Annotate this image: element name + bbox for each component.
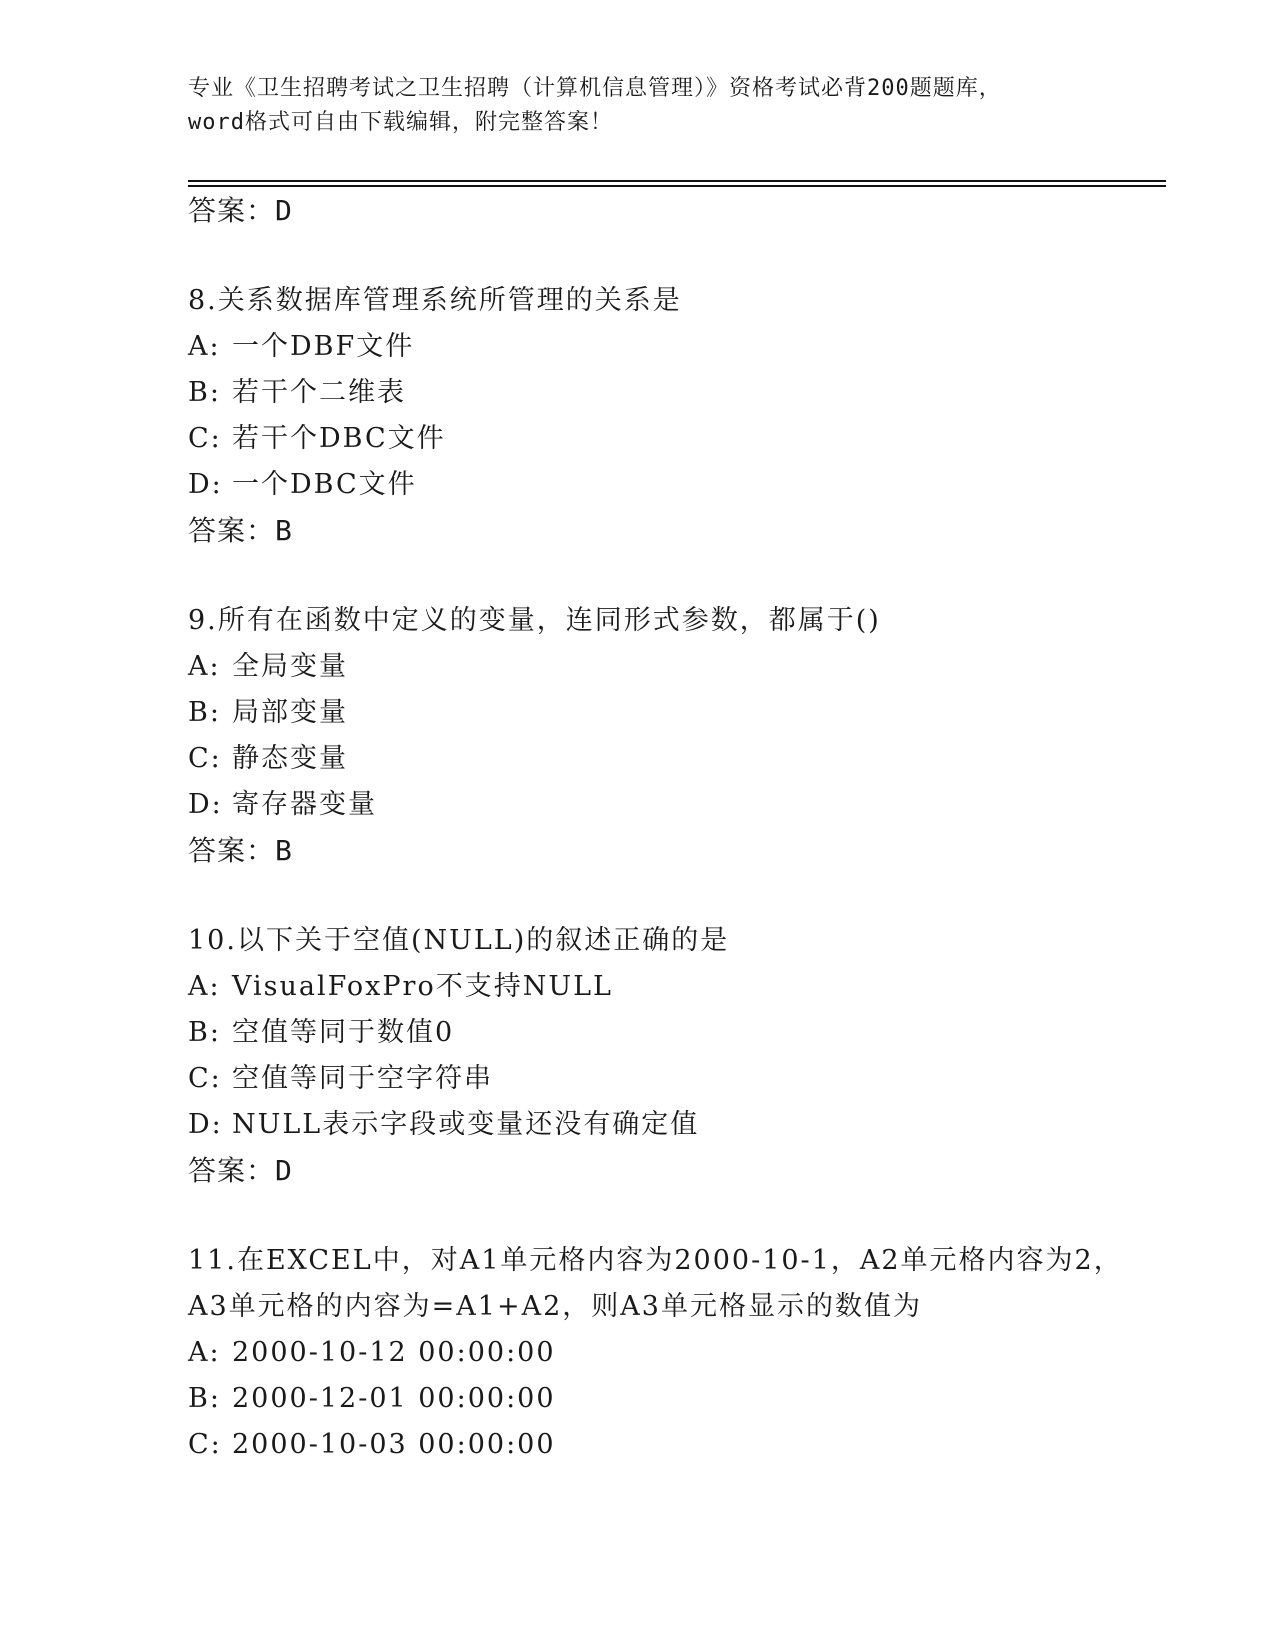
option-key: A:: [188, 651, 221, 682]
option-text: 若干个二维表: [232, 377, 406, 408]
answer-line: 答案：D: [188, 1154, 293, 1187]
option-text: 2000-10-12 00:00:00: [232, 1337, 556, 1368]
option-key: D:: [188, 469, 223, 500]
option-text: 一个DBC文件: [232, 469, 417, 500]
option-key: D:: [188, 1109, 223, 1140]
option-b: [188, 1376, 1148, 1422]
option-text: VisualFoxPro不支持NULL: [232, 971, 613, 1002]
option-key: A:: [188, 1337, 221, 1368]
header-line-2: word格式可自由下载编辑，附完整答案！: [188, 110, 613, 135]
answer-line: 答案：D: [188, 194, 293, 227]
option-d: [188, 1102, 1148, 1148]
question-stem: 10.以下关于空值(NULL)的叙述正确的是: [188, 925, 730, 956]
option-key: A:: [188, 331, 221, 362]
option-text: 全局变量: [232, 651, 348, 682]
header-divider-top: [188, 180, 1166, 182]
question-item: [188, 1238, 1148, 1468]
option-key: C:: [188, 1429, 222, 1460]
option-key: C:: [188, 1063, 222, 1094]
answer-line: 答案：B: [188, 514, 293, 547]
option-text: 2000-12-01 00:00:00: [232, 1383, 556, 1414]
document-header: [188, 72, 1088, 140]
option-text: 空值等同于数值0: [232, 1017, 455, 1048]
option-a: [188, 324, 1148, 370]
option-key: B:: [188, 377, 221, 408]
question-item: [188, 598, 1148, 874]
option-c: [188, 1056, 1148, 1102]
option-c: [188, 736, 1148, 782]
option-text: 局部变量: [232, 697, 348, 728]
option-a: [188, 644, 1148, 690]
option-key: B:: [188, 1017, 221, 1048]
question-stem: 8.关系数据库管理系统所管理的关系是: [188, 285, 682, 316]
option-c: [188, 1422, 1148, 1468]
option-d: [188, 462, 1148, 508]
option-text: 寄存器变量: [232, 789, 377, 820]
option-key: D:: [188, 789, 223, 820]
option-key: A:: [188, 971, 221, 1002]
option-b: [188, 690, 1148, 736]
option-a: [188, 964, 1148, 1010]
option-b: [188, 1010, 1148, 1056]
question-item: [188, 278, 1148, 554]
option-b: [188, 370, 1148, 416]
option-text: 2000-10-03 00:00:00: [232, 1429, 556, 1460]
option-key: B:: [188, 697, 221, 728]
option-text: 若干个DBC文件: [232, 423, 446, 454]
question-stem-line-1: 11.在EXCEL中，对A1单元格内容为2000-10-1，A2单元格内容为2，: [188, 1245, 1123, 1276]
header-line-1: 专业《卫生招聘考试之卫生招聘（计算机信息管理）》资格考试必背200题题库，: [188, 76, 1002, 101]
option-text: NULL表示字段或变量还没有确定值: [232, 1109, 700, 1140]
question-stem-line-2: A3单元格的内容为=A1+A2，则A3单元格显示的数值为: [188, 1291, 922, 1322]
question-item: [188, 918, 1148, 1194]
option-key: C:: [188, 743, 222, 774]
option-d: [188, 782, 1148, 828]
option-text: 空值等同于空字符串: [232, 1063, 493, 1094]
option-text: 一个DBF文件: [232, 331, 415, 362]
option-a: [188, 1330, 1148, 1376]
option-key: C:: [188, 423, 222, 454]
option-c: [188, 416, 1148, 462]
question-list: [188, 188, 1148, 1468]
option-text: 静态变量: [232, 743, 348, 774]
option-key: B:: [188, 1383, 221, 1414]
answer-line: 答案：B: [188, 834, 293, 867]
question-stem: 9.所有在函数中定义的变量，连同形式参数，都属于(): [188, 605, 881, 636]
header-divider-bottom: [188, 185, 1166, 187]
